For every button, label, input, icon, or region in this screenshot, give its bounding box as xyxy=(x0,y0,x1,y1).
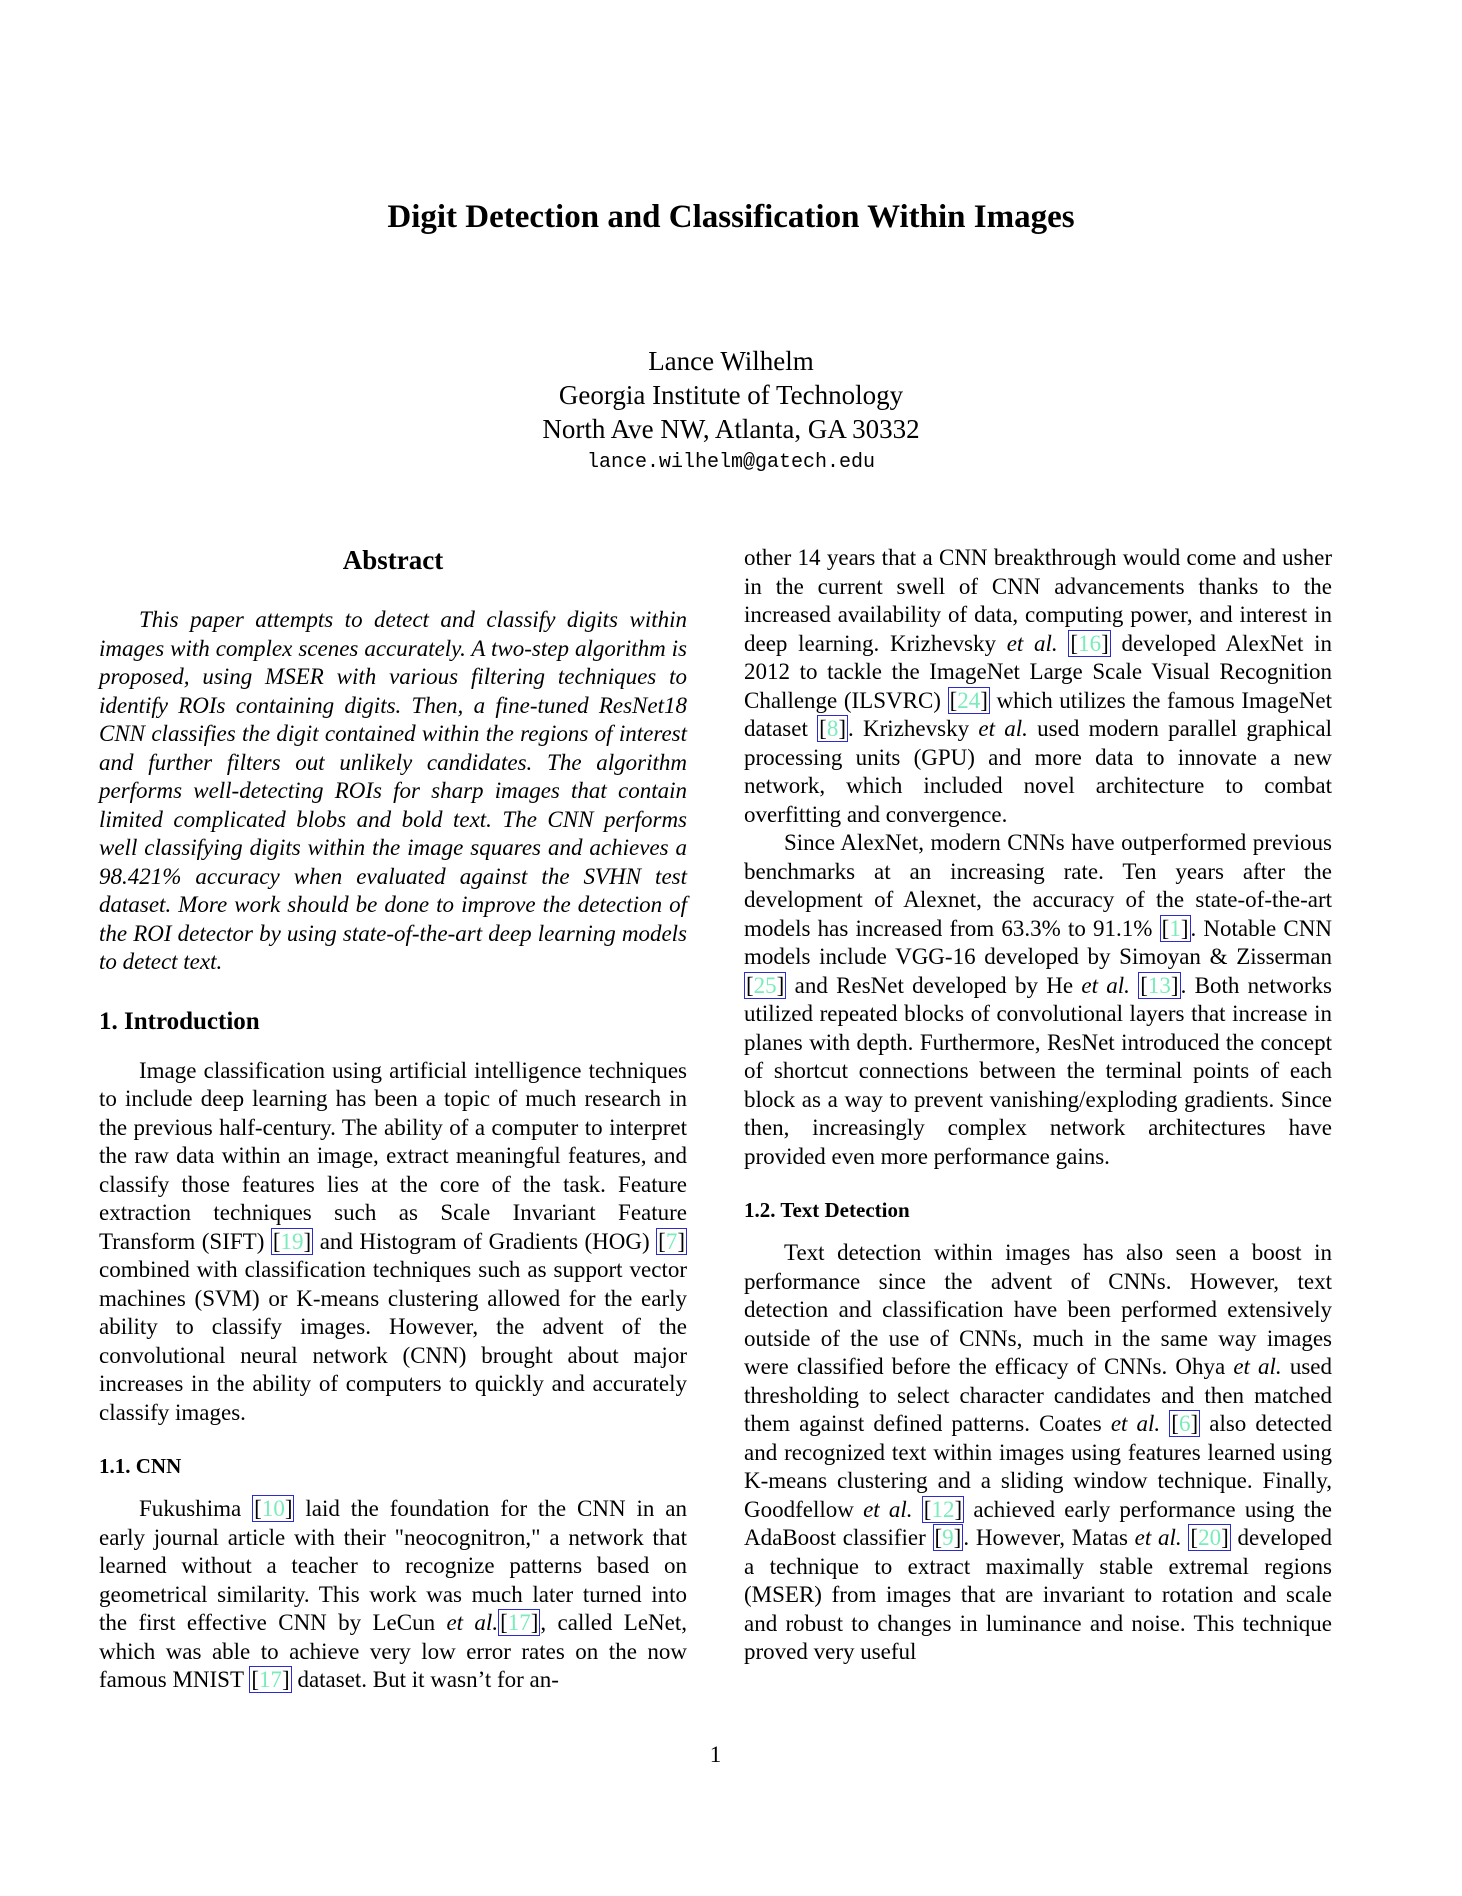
author-affiliation: Georgia Institute of Technology xyxy=(558,380,904,410)
cnn-paragraph-left: Fukushima [10] laid the foundation for the CNN in an early journal article with their "neocognitron," a network that learned without a teacher to recognize patterns based on geometrical similarity. This work was much later turned into the first effective CNN by LeCun et al.[17], called LeNet, which was able to achieve very low error rates on the now famous MNIST [17] dataset. But it wasn’t for an- xyxy=(99,1496,688,1692)
citation-link[interactable]: [16] xyxy=(1070,630,1109,656)
citation-number: 12 xyxy=(931,1496,955,1522)
cnn-paragraph-2: Since AlexNet, modern CNNs have outperformed previous benchmarks at an increasing rate. Ten years after the development of Alexnet, the accuracy of the state-of-the-art models has increased from 63.3% to 91.1% [1]. Notable CNN models include VGG-16 developed by Simoyan & Zisserman [25] and ResNet developed by He et al. [13]. Both networks utilized repeated blocks of convolutional layers that increase in planes with depth. Furthermore, ResNet introduced the concept of shortcut connections between the terminal points of each block as a way to prevent vanishing/exploding gradients. Since then, increasingly complex network architectures have provided even more performance gains. xyxy=(744,830,1332,1169)
citation-number: 17 xyxy=(507,1610,531,1635)
citation-link[interactable]: [9] xyxy=(934,1525,962,1550)
citation-link[interactable]: [17] xyxy=(500,1610,539,1635)
citation-link[interactable]: [12] xyxy=(923,1496,963,1522)
citation-number: 10 xyxy=(261,1496,285,1521)
citation-link[interactable]: [20] xyxy=(1190,1525,1229,1550)
citation-number: 24 xyxy=(957,687,981,713)
citation-number: 16 xyxy=(1078,630,1102,656)
author-email: lance.wilhelm@gatech.edu xyxy=(586,451,876,474)
citation-number: 1 xyxy=(1169,915,1181,941)
citation-link[interactable]: [10] xyxy=(254,1496,293,1521)
citation-link[interactable]: [6] xyxy=(1171,1411,1199,1436)
citation-link[interactable]: [8] xyxy=(819,716,846,741)
citation-link[interactable]: [25] xyxy=(746,972,785,998)
abstract-paragraph: This paper attempts to detect and classify digits within images with complex scenes accurately. A two-step algorithm is proposed, using MSER with various filtering techniques to identify ROIs containing digits. Then, a fine-tuned ResNet18 CNN classifies the digit contained within the regions of interest and further filters out unlikely candidates. The algorithm performs well-detecting ROIs for sharp images that contain limited complicated blobs and bold text. The CNN performs well classifying digits within the image squares and achieves a 98.421% accuracy when evaluated against the SVHN test dataset. More work should be done to improve the detection of the ROI detector by using state-of-the-art deep learning models to detect text. xyxy=(99,607,687,974)
cnn-paragraph-continued: other 14 years that a CNN breakthrough would come and usher in the current swell of CNN advancements thanks to the increased availability of data, computing power, and interest in deep learning. Krizhevsky et al. [16] developed AlexNet in 2012 to tackle the ImageNet Large Scale Visual Recognition Challenge (ILSVRC) [24] which utilizes the famous ImageNet dataset [8]. Krizhevsky et al. used modern parallel graphical processing units (GPU) and more data to innovate a new network, which included novel architecture to combat overfitting and convergence. xyxy=(744,545,1333,827)
text-detection-paragraph: Text detection within images has also seen a boost in performance since the advent of CNNs. However, text detection and classification have been performed extensively outside of the use of CNNs, much in the same way images were classified before the efficacy of CNNs. Ohya et al. used thresholding to select character candidates and then matched them against defined patterns. Coates et al. [6] also detected and recognized text within images using features learned using K-means clustering and a sliding window technique. Finally, Goodfellow et al. [12] achieved early performance using the AdaBoost classifier [9]. However, Matas et al. [20] developed a technique to extract maximally stable extremal regions (MSER) from images that are invariant to rotation and scale and robust to changes in luminance and noise. This technique proved very useful xyxy=(744,1240,1333,1664)
author-name: Lance Wilhelm xyxy=(648,346,814,376)
citation-number: 13 xyxy=(1147,972,1171,998)
author-block xyxy=(0,344,1462,480)
introduction-paragraph: Image classification using artificial intelligence techniques to include deep learning has been a topic of much research in the previous half-century. The ability of a computer to interpret the raw data within an image, extract meaningful features, and classify those features lies at the core of the task. Feature extraction techniques such as Scale Invariant Feature Transform (SIFT) [19] and Histogram of Gradients (HOG) [7] combined with classification techniques such as support vector machines (SVM) or K-means clustering allowed for the early ability to classify images. However, the advent of the convolutional neural network (CNN) brought about major increases in the ability of computers to quickly and accurately classify images. xyxy=(99,1057,687,1425)
citation-number: 7 xyxy=(665,1228,678,1254)
paper-title: Digit Detection and Classification Within Images xyxy=(387,199,1075,235)
citation-number: 19 xyxy=(280,1228,304,1254)
citation-number: 17 xyxy=(259,1667,283,1692)
citation-link[interactable]: [19] xyxy=(272,1228,312,1254)
column-left xyxy=(99,544,687,1695)
citation-number: 20 xyxy=(1198,1525,1222,1550)
page-number: 1 xyxy=(709,1742,722,1767)
citation-number: 25 xyxy=(753,972,777,998)
citation-link[interactable]: [13] xyxy=(1140,972,1179,998)
citation-number: 8 xyxy=(826,716,839,741)
section-1-heading: 1. Introduction xyxy=(99,1007,260,1035)
citation-number: 9 xyxy=(942,1525,954,1550)
citation-link[interactable]: [7] xyxy=(658,1228,685,1254)
author-address: North Ave NW, Atlanta, GA 30332 xyxy=(542,414,920,444)
citation-link[interactable]: [24] xyxy=(949,687,988,713)
column-right xyxy=(744,544,1332,1667)
citation-link[interactable]: [1] xyxy=(1161,915,1189,941)
abstract-heading: Abstract xyxy=(342,545,444,575)
citation-link[interactable]: [17] xyxy=(251,1667,290,1692)
section-1-2-heading: 1.2. Text Detection xyxy=(744,1198,910,1222)
citation-number: 6 xyxy=(1178,1411,1191,1436)
section-1-1-heading: 1.1. CNN xyxy=(99,1454,182,1478)
